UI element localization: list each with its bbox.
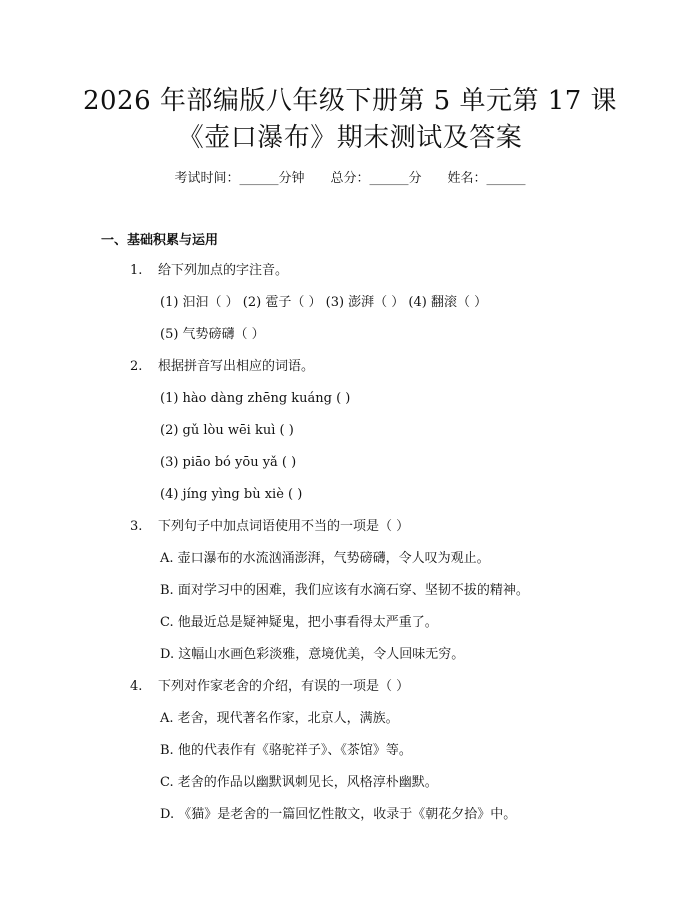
question-1-line-2: (5) 气势磅礴（ ）: [160, 327, 265, 342]
question-3-option-c: C. 他最近总是疑神疑鬼，把小事看得太严重了。: [160, 615, 438, 630]
question-3-number: 3.: [130, 519, 143, 534]
question-2-item: (3) piāo bó yōu yǎ ( ): [160, 455, 297, 470]
section-heading: 一、基础积累与运用: [101, 233, 219, 248]
question-4-option-c: C. 老舍的作品以幽默讽刺见长，风格淳朴幽默。: [160, 775, 438, 790]
question-2-item: (1) hào dàng zhēng kuáng ( ): [160, 391, 351, 406]
question-1-line-1: (1) 汩汩（ ） (2) 雹子（ ） (3) 澎湃（ ） (4) 翻滚（ ）: [160, 295, 488, 310]
exam-meta: [0, 170, 700, 188]
question-2-item: (4) jíng yìng bù xiè ( ): [160, 487, 303, 502]
question-3-option-d: D. 这幅山水画色彩淡雅，意境优美，令人回味无穷。: [160, 647, 465, 662]
question-4-option-a: A. 老舍，现代著名作家，北京人，满族。: [160, 711, 399, 726]
exam-time: 考试时间：______分钟: [174, 171, 305, 186]
title-line-1: 2026 年部编版八年级下册第 5 单元第 17 课: [82, 86, 618, 116]
question-4-text: 下列对作家老舍的介绍，有误的一项是（ ）: [158, 679, 410, 694]
question-1-number: 1.: [130, 263, 143, 278]
question-1-text: 给下列加点的字注音。: [158, 263, 289, 278]
question-4-option-b: B. 他的代表作有《骆驼祥子》、《茶馆》等。: [160, 743, 412, 758]
question-2-text: 根据拼音写出相应的词语。: [158, 359, 315, 374]
question-3-option-b: B. 面对学习中的困难，我们应该有水滴石穿、坚韧不拔的精神。: [160, 583, 529, 598]
title-line-2: 《壶口瀑布》期末测试及答案: [177, 123, 523, 153]
question-2-item: (2) gǔ lòu wēi kuì ( ): [160, 423, 294, 438]
total-score: 总分：______分: [330, 171, 422, 186]
question-3-text: 下列句子中加点词语使用不当的一项是（ ）: [158, 519, 410, 534]
question-2-number: 2.: [130, 359, 143, 374]
question-4-number: 4.: [130, 679, 143, 694]
question-4-option-d: D. 《猫》是老舍的一篇回忆性散文，收录于《朝花夕拾》中。: [160, 807, 517, 822]
question-3-option-a: A. 壶口瀑布的水流汹涌澎湃，气势磅礴，令人叹为观止。: [160, 551, 490, 566]
student-name: 姓名：______: [447, 171, 526, 186]
